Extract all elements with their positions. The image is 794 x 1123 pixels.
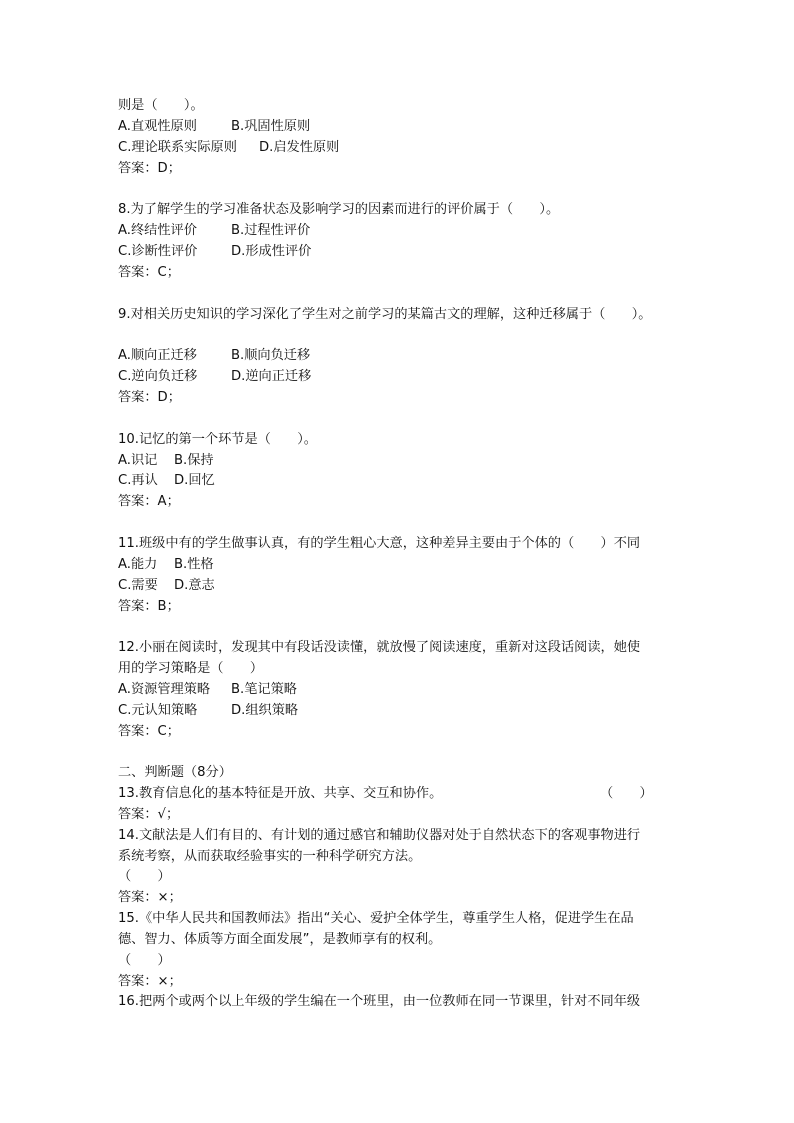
q12-stem-line-1: 12.小丽在阅读时，发现其中有段话没读懂，就放慢了阅读速度，重新对这段话阅读，她使 bbox=[118, 640, 641, 655]
q11-option-c: C.需要 bbox=[118, 578, 158, 593]
q15-answer: 答案：×； bbox=[118, 974, 182, 989]
q7-stem-tail: 则是（ ）。 bbox=[118, 98, 204, 113]
q10-answer: 答案：A； bbox=[118, 494, 180, 509]
q9-option-d: D.逆向正迁移 bbox=[231, 369, 312, 384]
q12-answer: 答案：C； bbox=[118, 724, 180, 739]
q14-answer: 答案：×； bbox=[118, 890, 182, 905]
q14-stem-line-1: 14.文献法是人们有目的、有计划的通过感官和辅助仪器对处于自然状态下的客观事物进行 bbox=[118, 828, 641, 843]
q11-option-b: B.性格 bbox=[174, 557, 214, 572]
q10-option-c: C.再认 bbox=[118, 473, 158, 488]
q11-option-a: A.能力 bbox=[118, 557, 158, 572]
q10-option-a: A.识记 bbox=[118, 453, 158, 468]
q7-option-b: B.巩固性原则 bbox=[231, 119, 311, 134]
q8-option-d: D.形成性评价 bbox=[231, 244, 312, 259]
q15-stem-line-1: 15.《中华人民共和国教师法》指出“关心、爱护全体学生，尊重学生人格，促进学生在品 bbox=[118, 911, 634, 926]
q11-answer: 答案：B； bbox=[118, 599, 180, 614]
q11-option-d: D.意志 bbox=[174, 578, 215, 593]
q11-stem: 11.班级中有的学生做事认真，有的学生粗心大意，这种差异主要由于个体的（ ）不同 bbox=[118, 536, 641, 551]
q12-option-b: B.笔记策略 bbox=[231, 682, 297, 697]
q15-stem-line-2: 德、智力、体质等方面全面发展”，是教师享有的权利。 bbox=[118, 932, 442, 947]
q13-answer: 答案：√； bbox=[118, 807, 180, 822]
q9-option-a: A.顺向正迁移 bbox=[118, 348, 197, 363]
q9-answer: 答案：D； bbox=[118, 390, 181, 405]
q7-option-c: C.理论联系实际原则 bbox=[118, 140, 237, 155]
q8-option-b: B.过程性评价 bbox=[231, 223, 311, 238]
q10-option-b: B.保持 bbox=[174, 453, 214, 468]
q9-option-c: C.逆向负迁移 bbox=[118, 369, 198, 384]
q13-stem: 13.教育信息化的基本特征是开放、共享、交互和协作。 bbox=[118, 786, 443, 801]
q8-answer: 答案：C； bbox=[118, 265, 180, 280]
q15-blank: （ ） bbox=[118, 953, 171, 968]
q14-stem-line-2: 系统考察，从而获取经验事实的一种科学研究方法。 bbox=[118, 849, 422, 864]
q7-option-a: A.直观性原则 bbox=[118, 119, 197, 134]
q9-stem: 9.对相关历史知识的学习深化了学生对之前学习的某篇古文的理解，这种迁移属于（ ）。 bbox=[118, 307, 652, 322]
q7-option-d: D.启发性原则 bbox=[259, 140, 340, 155]
q9-option-b: B.顺向负迁移 bbox=[231, 348, 311, 363]
q12-option-d: D.组织策略 bbox=[231, 703, 299, 718]
q12-stem-line-2: 用的学习策略是（ ） bbox=[118, 661, 264, 676]
q16-stem-line-1: 16.把两个或两个以上年级的学生编在一个班里，由一位教师在同一节课里，针对不同年级 bbox=[118, 994, 641, 1009]
q8-option-a: A.终结性评价 bbox=[118, 223, 197, 238]
q10-stem: 10.记忆的第一个环节是（ ）。 bbox=[118, 432, 317, 447]
q12-option-a: A.资源管理策略 bbox=[118, 682, 211, 697]
q14-blank: （ ） bbox=[118, 869, 171, 884]
q13-blank: （ ） bbox=[600, 786, 653, 801]
q10-option-d: D.回忆 bbox=[174, 473, 215, 488]
section-heading-true-false: 二、判断题（8分） bbox=[118, 765, 232, 780]
q8-stem: 8.为了解学生的学习准备状态及影响学习的因素而进行的评价属于（ ）。 bbox=[118, 202, 560, 217]
q12-option-c: C.元认知策略 bbox=[118, 703, 198, 718]
q8-option-c: C.诊断性评价 bbox=[118, 244, 198, 259]
q7-answer: 答案：D； bbox=[118, 161, 181, 176]
